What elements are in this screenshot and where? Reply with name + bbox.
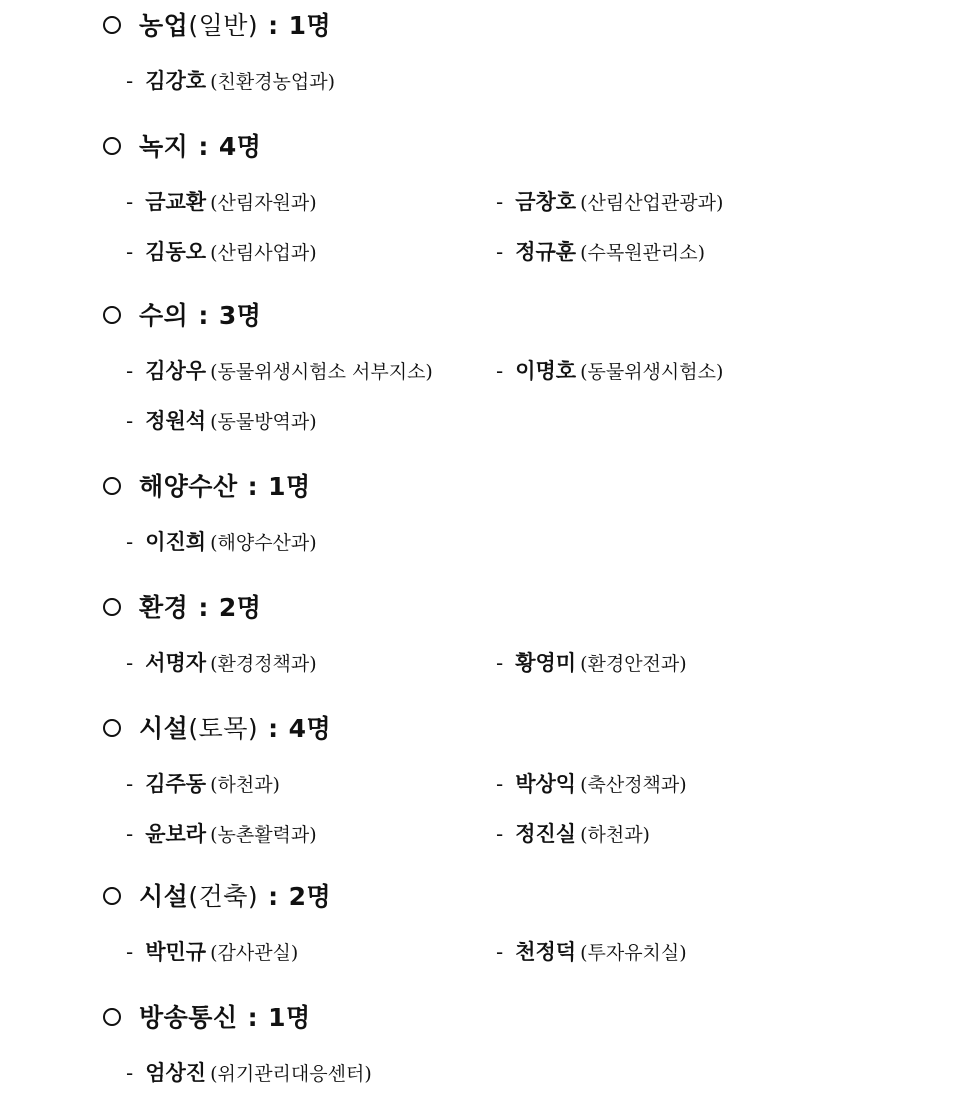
person-entry <box>126 356 433 386</box>
list-dash: - <box>496 359 504 383</box>
list-dash: - <box>496 651 504 675</box>
circle-bullet-icon <box>103 16 121 34</box>
person-department: (산림자원과) <box>210 192 317 214</box>
category-name: 방송통신 <box>139 1003 238 1032</box>
list-dash: - <box>126 940 134 964</box>
category-subtype: (건축) <box>188 882 259 911</box>
list-dash: - <box>126 772 134 796</box>
person-entry <box>126 769 280 799</box>
list-dash: - <box>126 822 134 846</box>
person-entry <box>496 819 650 849</box>
person-entry <box>496 769 687 799</box>
list-dash: - <box>126 240 134 264</box>
person-entry <box>126 1058 372 1088</box>
person-entry <box>126 406 317 436</box>
person-entry <box>496 648 687 678</box>
person-name: 김동오 <box>145 239 207 264</box>
person-entry <box>496 937 687 967</box>
category-name: 녹지 <box>139 132 189 161</box>
list-dash: - <box>126 359 134 383</box>
list-dash: - <box>126 1061 134 1085</box>
person-name: 엄상진 <box>145 1060 207 1085</box>
person-department: (환경안전과) <box>580 653 687 675</box>
person-department: (산림사업과) <box>210 242 317 264</box>
person-name: 박민규 <box>145 939 207 964</box>
list-dash: - <box>126 69 134 93</box>
person-entry <box>126 937 298 967</box>
category-separator: : <box>268 882 279 911</box>
person-department: (투자유치실) <box>580 942 687 964</box>
person-name: 이명호 <box>515 358 577 383</box>
person-name: 김강호 <box>145 68 207 93</box>
category-count: 4명 <box>288 714 332 743</box>
person-department: (하천과) <box>210 774 280 796</box>
category-name: 환경 <box>139 593 189 622</box>
person-department: (감사관실) <box>210 942 299 964</box>
person-department: (수목원관리소) <box>580 242 706 264</box>
person-entry <box>496 356 723 386</box>
category-heading <box>103 127 261 167</box>
person-name: 박상익 <box>515 771 577 796</box>
category-count: 3명 <box>218 301 262 330</box>
person-name: 김주동 <box>145 771 207 796</box>
person-department: (산림산업관광과) <box>580 192 724 214</box>
category-heading <box>103 6 331 46</box>
category-separator: : <box>247 472 259 501</box>
list-dash: - <box>126 651 134 675</box>
circle-bullet-icon <box>103 598 121 616</box>
list-dash: - <box>496 240 504 264</box>
category-count: 1명 <box>268 1003 311 1032</box>
person-department: (환경정책과) <box>210 653 317 675</box>
list-dash: - <box>126 190 134 214</box>
category-subtype: (토목) <box>188 714 259 743</box>
person-department: (동물위생시험소 서부지소) <box>210 361 433 383</box>
list-dash: - <box>496 772 504 796</box>
circle-bullet-icon <box>103 137 121 155</box>
category-separator: : <box>198 132 209 161</box>
person-entry <box>496 187 723 217</box>
category-count: 2명 <box>288 882 332 911</box>
category-heading <box>103 467 311 507</box>
person-department: (위기관리대응센터) <box>210 1063 372 1085</box>
category-name: 농업 <box>139 11 189 40</box>
person-name: 이진희 <box>145 529 207 554</box>
person-department: (축산정책과) <box>580 774 687 796</box>
person-entry <box>126 66 335 96</box>
category-heading <box>103 877 331 917</box>
person-entry <box>126 819 317 849</box>
person-name: 정규훈 <box>515 239 577 264</box>
person-entry <box>126 527 317 557</box>
person-entry <box>126 237 317 267</box>
person-department: (동물방역과) <box>210 411 317 433</box>
person-name: 윤보라 <box>145 821 207 846</box>
category-name: 수의 <box>139 301 189 330</box>
list-dash: - <box>126 409 134 433</box>
category-separator: : <box>198 593 209 622</box>
person-name: 정원석 <box>145 408 207 433</box>
category-count: 4명 <box>218 132 262 161</box>
person-name: 천정덕 <box>515 939 577 964</box>
category-count: 1명 <box>288 11 332 40</box>
category-count: 2명 <box>218 593 262 622</box>
category-count: 1명 <box>268 472 311 501</box>
person-entry <box>126 648 317 678</box>
list-dash: - <box>496 940 504 964</box>
category-heading <box>103 588 261 628</box>
person-name: 금교환 <box>145 189 207 214</box>
category-separator: : <box>198 301 209 330</box>
category-separator: : <box>268 714 279 743</box>
person-department: (친환경농업과) <box>210 71 336 93</box>
person-department: (하천과) <box>580 824 650 846</box>
circle-bullet-icon <box>103 887 121 905</box>
list-dash: - <box>126 530 134 554</box>
category-heading <box>103 296 261 336</box>
category-separator: : <box>268 11 279 40</box>
list-dash: - <box>496 190 504 214</box>
person-department: (동물위생시험소) <box>580 361 724 383</box>
person-entry <box>496 237 705 267</box>
category-subtype: (일반) <box>188 11 259 40</box>
category-name: 해양수산 <box>139 472 238 501</box>
category-heading <box>103 998 311 1038</box>
circle-bullet-icon <box>103 1008 121 1026</box>
person-department: (농촌활력과) <box>210 824 317 846</box>
category-heading <box>103 709 331 749</box>
category-separator: : <box>247 1003 259 1032</box>
person-department: (해양수산과) <box>210 532 317 554</box>
person-entry <box>126 187 317 217</box>
category-name: 시설 <box>139 714 189 743</box>
circle-bullet-icon <box>103 306 121 324</box>
person-name: 황영미 <box>515 650 577 675</box>
person-name: 서명자 <box>145 650 207 675</box>
circle-bullet-icon <box>103 477 121 495</box>
person-name: 금창호 <box>515 189 577 214</box>
circle-bullet-icon <box>103 719 121 737</box>
category-name: 시설 <box>139 882 189 911</box>
person-name: 김상우 <box>145 358 207 383</box>
list-dash: - <box>496 822 504 846</box>
person-name: 정진실 <box>515 821 577 846</box>
